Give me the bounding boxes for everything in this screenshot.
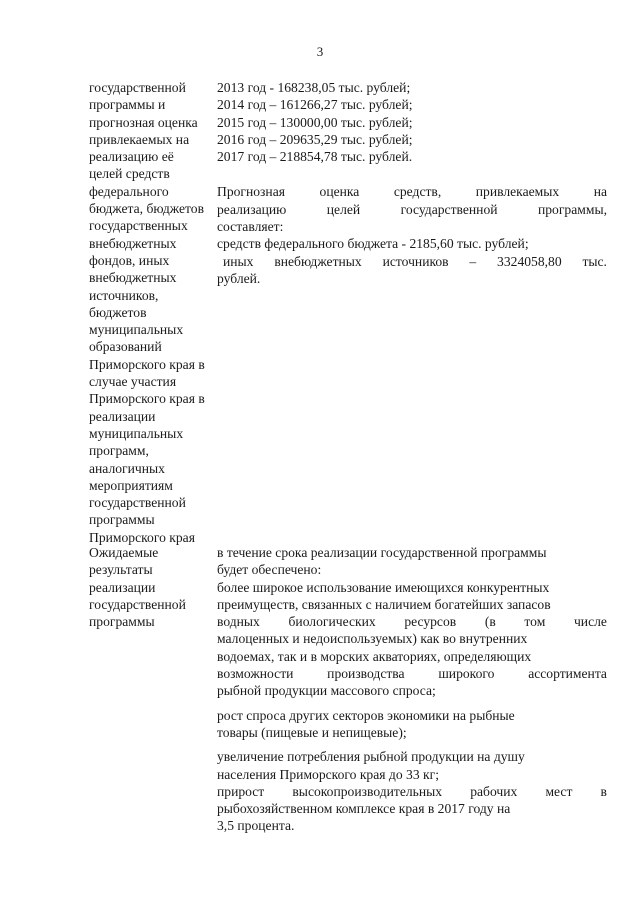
label-line: программы (89, 512, 155, 528)
word: на (593, 184, 607, 200)
label-line: государственной (89, 80, 186, 95)
result-item-4 (217, 783, 607, 800)
result-item-1: водоемах, так и в морских акваториях, определяющих (217, 648, 532, 664)
results-label (89, 544, 214, 630)
word: мест (545, 783, 573, 799)
result-item-1: малоценных и недоиспользуемых) как во внутренних (217, 631, 528, 647)
word: внебюджетных (274, 253, 362, 269)
label-line: источников, (89, 287, 159, 303)
word: программы, (537, 201, 607, 217)
results-intro: будет обеспечено: (217, 562, 322, 578)
word: прирост (217, 783, 265, 799)
word: в (600, 783, 607, 799)
results-content (217, 544, 640, 835)
result-item-4: 3,5 процента. (217, 818, 295, 834)
word: целей (326, 201, 361, 217)
other-sources-line (217, 253, 607, 270)
result-item-1 (217, 613, 607, 630)
word: (в (484, 614, 496, 630)
word: реализацию (217, 201, 287, 217)
label-line: образований (89, 339, 162, 355)
word: биологических (288, 614, 376, 630)
label-line: целей средств (89, 166, 170, 182)
label-line: государственной (89, 596, 186, 612)
result-item-1: рыбной продукции массового спроса; (217, 683, 436, 699)
label-line: прогнозная оценка (89, 114, 198, 130)
word: – (469, 253, 477, 269)
label-line: мероприятиям (89, 477, 173, 493)
label-line: случае участия (89, 374, 177, 390)
word: 3324058,80 (497, 253, 562, 269)
result-item-3: увеличение потребления рыбной продукции на душу (217, 749, 525, 765)
word: рабочих (470, 783, 518, 799)
result-item-1: преимуществ, связанных с наличием богатейших запасов (217, 596, 551, 612)
word: тыс. (582, 253, 607, 269)
word: том (524, 614, 546, 630)
label-line: программы (89, 614, 155, 630)
label-line: федерального (89, 183, 169, 199)
word: ассортимента (528, 666, 607, 682)
word: государственной (400, 201, 498, 217)
federal-budget-line: средств федерального бюджета - 2185,60 тыс. рублей; (217, 236, 529, 252)
label-line: Ожидаемые (89, 545, 159, 560)
result-item-2: товары (пищевые и непищевые); (217, 724, 407, 740)
word: числе (573, 614, 607, 630)
word: водных (217, 614, 260, 630)
result-item-1 (217, 665, 607, 682)
label-line: бюджета, бюджетов (89, 201, 205, 217)
label-line: программ, (89, 443, 149, 459)
word: производства (327, 666, 405, 682)
label-line: бюджетов (89, 304, 147, 320)
label-line: реализацию её (89, 149, 174, 165)
word: высокопроизводительных (292, 783, 443, 799)
label-line: муниципальных (89, 322, 184, 338)
label-line: реализации (89, 579, 156, 595)
word: средств, (393, 184, 442, 200)
result-item-3: населения Приморского края до 33 кг; (217, 766, 439, 782)
label-line: аналогичных (89, 460, 165, 476)
year-funding-2016: 2016 год – 209635,29 тыс. рублей; (217, 131, 413, 147)
label-line: внебюджетных (89, 270, 177, 286)
label-line: привлекаемых на (89, 131, 190, 147)
word: иных (223, 253, 254, 269)
word: оценка (319, 184, 360, 200)
label-line: Приморского края в (89, 391, 205, 407)
page-number: 3 (316, 44, 324, 59)
word: привлекаемых (475, 184, 560, 200)
label-line: муниципальных (89, 425, 184, 441)
label-line: Приморского края в (89, 356, 205, 372)
word: Прогнозная (217, 184, 285, 200)
other-sources-line: рублей. (217, 270, 261, 286)
word: широкого (438, 666, 495, 682)
label-line: реализации (89, 408, 156, 424)
label-line: фондов, иных (89, 252, 170, 268)
funding-label (89, 79, 214, 546)
funding-content (217, 79, 640, 287)
word: возможности (217, 666, 294, 682)
label-line: результаты (89, 562, 153, 578)
estimate-line (217, 183, 607, 200)
year-funding-2014: 2014 год – 161266,27 тыс. рублей; (217, 97, 413, 113)
result-item-2: рост спроса других секторов экономики на рыбные (217, 707, 515, 723)
label-line: государственных (89, 218, 188, 234)
estimate-line: составляет: (217, 219, 284, 235)
word: источников (382, 253, 449, 269)
label-line: государственной (89, 495, 186, 511)
label-line: внебюджетных (89, 235, 177, 251)
word: ресурсов (404, 614, 457, 630)
estimate-line (217, 201, 607, 218)
year-funding-2017: 2017 год – 218854,78 тыс. рублей. (217, 149, 413, 165)
result-item-1: более широкое использование имеющихся конкурентных (217, 579, 550, 595)
label-line: программы и (89, 97, 166, 113)
results-intro: в течение срока реализации государственной программы (217, 545, 547, 560)
year-funding-2015: 2015 год – 130000,00 тыс. рублей; (217, 114, 413, 130)
result-item-4: рыбохозяйственном комплексе края в 2017 году на (217, 801, 511, 817)
label-line: Приморского края (89, 529, 195, 545)
year-funding-2013: 2013 год - 168238,05 тыс. рублей; (217, 80, 411, 95)
